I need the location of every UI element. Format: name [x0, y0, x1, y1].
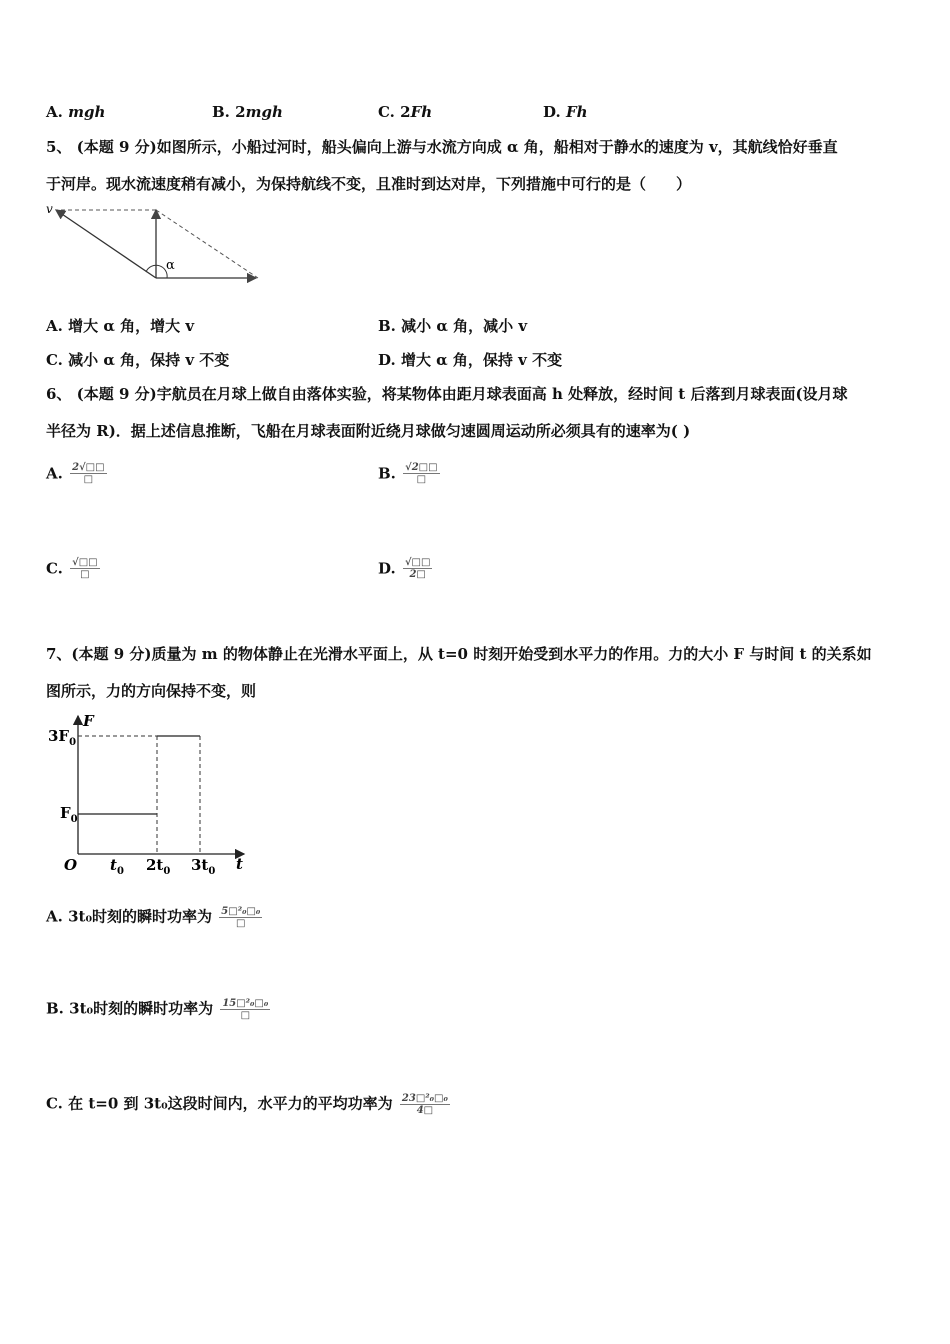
q4-option-a: A. mgh: [46, 103, 106, 121]
q5-vector-diagram: [44, 198, 264, 288]
q6-option-b: B. $\frac{√2□□}{□}$: [378, 462, 438, 485]
q4-option-b: B. 2mgh: [212, 103, 283, 121]
q4-option-c: C. 2Fh: [378, 103, 433, 121]
q7-option-b-formula: $\frac{\text{15□²₀□₀}}{□}$: [222, 998, 269, 1021]
q7-x-tick-2t0: $2t_0$: [146, 856, 171, 877]
q7-option-a-formula: $\frac{\text{5□²₀□₀}}{□}$: [221, 906, 261, 929]
q7-x-tick-t0: $t_0$: [110, 856, 124, 877]
q7-force-time-graph: [44, 710, 254, 880]
q5-stem-line2: 于河岸。现水流速度稍有减小，为保持航线不变，且准时到达对岸，下列措施中可行的是（ ）: [46, 175, 692, 193]
q6-stem-line2: 半径为 R)．据上述信息推断，飞船在月球表面附近绕月球做匀速圆周运动所必须具有的速率为( ): [46, 422, 691, 440]
q7-y-tick-f0: $F_0$: [60, 804, 78, 825]
q6-option-d: D. $\frac{√□□}{2□}$: [378, 557, 431, 580]
q7-y-tick-3f0: $3F_0$: [48, 727, 77, 748]
q7-stem-line1: 7、(本题 9 分)质量为 m 的物体静止在光滑水平面上，从 t=0 时刻开始受到水平力的作用。力的大小 F 与时间 t 的关系如: [46, 645, 872, 663]
q4-option-a-text: mgh: [68, 103, 106, 121]
q6-option-a: A. $\frac{2√□□}{□}$: [46, 462, 105, 485]
q5-option-b: B. 减小 α 角，减小 v: [378, 317, 528, 335]
q7-option-b: B. 3t₀时刻的瞬时功率为 $\frac{\text{15□²₀□₀}}{□}$: [46, 998, 269, 1021]
q7-x-tick-3t0: $3t_0$: [191, 856, 216, 877]
q6-option-d-formula: $\frac{√□□}{2□}$: [404, 557, 431, 580]
q7-y-axis-label: F: [83, 712, 94, 730]
q5-option-c: C. 减小 α 角，保持 v 不变: [46, 351, 230, 369]
q5-label-alpha: α: [166, 258, 175, 273]
q6-option-b-formula: $\frac{√2□□}{□}$: [405, 462, 438, 485]
q6-stem-line1: 6、 (本题 9 分)宇航员在月球上做自由落体实验，将某物体由距月球表面高 h 处释放，经时间 t 后落到月球表面(设月球: [46, 385, 848, 403]
q6-option-c: C. $\frac{√□□}{□}$: [46, 557, 98, 580]
q6-option-a-formula: $\frac{2√□□}{□}$: [72, 462, 105, 485]
q7-origin-label: O: [64, 856, 78, 874]
q7-x-axis-label: t: [236, 855, 243, 873]
q5-option-a: A. 增大 α 角，增大 v: [46, 317, 195, 335]
q7-option-a: A. 3t₀时刻的瞬时功率为 $\frac{\text{5□²₀□₀}}{□}$: [46, 906, 261, 929]
q5-stem-line1: 5、 (本题 9 分)如图所示，小船过河时，船头偏向上游与水流方向成 α 角，船相对于静水的速度为 v，其航线恰好垂直: [46, 138, 838, 156]
q7-option-c: C. 在 t=0 到 3t₀这段时间内，水平力的平均功率为 $\frac{\text{23□²₀□₀}}{4□}$: [46, 1093, 448, 1116]
q4-option-d: D. Fh: [543, 103, 588, 121]
q7-option-c-formula: $\frac{\text{23□²₀□₀}}{4□}$: [401, 1093, 448, 1116]
q5-option-d: D. 增大 α 角，保持 v 不变: [378, 351, 563, 369]
q7-stem-line2: 图所示，力的方向保持不变，则: [46, 682, 257, 700]
q6-option-c-formula: $\frac{√□□}{□}$: [72, 557, 98, 580]
q5-label-v: v: [46, 202, 53, 216]
